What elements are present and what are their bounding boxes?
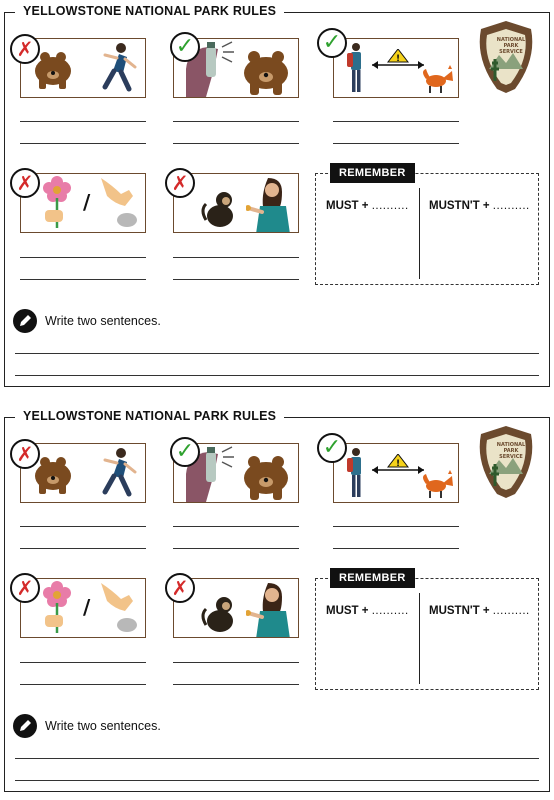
instruction-text: Write two sentences.	[45, 719, 161, 733]
cross-mark-icon: ✗	[10, 439, 40, 469]
answer-line[interactable]	[173, 526, 299, 527]
fox-icon	[422, 466, 456, 500]
flower-icon	[37, 579, 77, 637]
answer-line[interactable]	[333, 143, 459, 144]
warning-icon	[368, 454, 428, 484]
remember-label: REMEMBER	[330, 163, 415, 183]
worksheet-copy-2	[4, 409, 550, 792]
hand-rock-icon	[99, 176, 141, 232]
answer-line[interactable]	[20, 279, 146, 280]
column-divider	[419, 188, 420, 279]
answer-line[interactable]	[333, 121, 459, 122]
worksheet-title: YELLOWSTONE NATIONAL PARK RULES	[15, 4, 284, 18]
answer-line[interactable]	[173, 662, 299, 663]
svg-text:NATIONAL: NATIONAL	[496, 442, 526, 448]
cross-mark-icon: ✗	[10, 573, 40, 603]
answer-line[interactable]	[20, 143, 146, 144]
fox-icon	[422, 61, 456, 95]
monkey-icon	[200, 186, 242, 232]
warning-icon	[368, 49, 428, 79]
running-person-icon	[99, 41, 139, 97]
woman-feeding-icon	[246, 581, 296, 638]
answer-line[interactable]	[173, 279, 299, 280]
mustnt-column	[429, 200, 530, 212]
must-label: MUST +	[326, 605, 369, 617]
sentence-line[interactable]	[15, 353, 539, 354]
worksheet-title: YELLOWSTONE NATIONAL PARK RULES	[15, 409, 284, 423]
check-mark-icon: ✓	[317, 28, 347, 58]
svg-text:PARK: PARK	[503, 448, 519, 454]
or-slash: /	[83, 595, 91, 619]
answer-line[interactable]	[20, 526, 146, 527]
sentence-line[interactable]	[15, 375, 539, 376]
answer-line[interactable]	[333, 526, 459, 527]
bear-icon	[240, 39, 296, 98]
worksheet-copy-1	[4, 4, 550, 387]
bear-icon	[240, 444, 296, 503]
writing-instruction	[13, 309, 161, 333]
answer-line[interactable]	[20, 684, 146, 685]
monkey-icon	[200, 591, 242, 637]
svg-text:NATIONAL: NATIONAL	[496, 37, 526, 43]
instruction-text: Write two sentences.	[45, 314, 161, 328]
mustnt-blank[interactable]: ..........	[492, 605, 530, 617]
mustnt-blank[interactable]: ..........	[492, 200, 530, 212]
column-divider	[419, 593, 420, 684]
must-blank[interactable]: ..........	[371, 605, 409, 617]
check-mark-icon: ✓	[317, 433, 347, 463]
must-column	[326, 605, 409, 617]
check-mark-icon: ✓	[170, 32, 200, 62]
rule-card-keep-distance	[333, 443, 459, 503]
check-mark-icon: ✓	[170, 437, 200, 467]
flower-icon	[37, 174, 77, 232]
cross-mark-icon: ✗	[10, 34, 40, 64]
answer-line[interactable]	[20, 121, 146, 122]
remember-box	[315, 572, 539, 690]
svg-text:SERVICE: SERVICE	[499, 49, 523, 55]
answer-line[interactable]	[333, 548, 459, 549]
nps-arrowhead-icon	[475, 19, 537, 95]
remember-label: REMEMBER	[330, 568, 415, 588]
hiker-icon	[344, 446, 368, 502]
pencil-icon	[13, 309, 37, 333]
answer-line[interactable]	[173, 548, 299, 549]
answer-line[interactable]	[173, 121, 299, 122]
svg-text:!: !	[395, 54, 401, 64]
mustnt-label: MUSTN'T +	[429, 200, 490, 212]
svg-text:SERVICE: SERVICE	[499, 454, 523, 460]
rule-card-keep-distance	[333, 38, 459, 98]
pencil-icon	[13, 714, 37, 738]
cross-mark-icon: ✗	[165, 168, 195, 198]
answer-line[interactable]	[173, 257, 299, 258]
answer-line[interactable]	[20, 257, 146, 258]
answer-line[interactable]	[20, 662, 146, 663]
answer-line[interactable]	[173, 684, 299, 685]
hiker-icon	[344, 41, 368, 97]
sentence-line[interactable]	[15, 758, 539, 759]
svg-text:PARK: PARK	[503, 43, 519, 49]
must-label: MUST +	[326, 200, 369, 212]
answer-line[interactable]	[20, 548, 146, 549]
or-slash: /	[83, 190, 91, 214]
nps-arrowhead-icon	[475, 424, 537, 500]
must-blank[interactable]: ..........	[371, 200, 409, 212]
writing-instruction	[13, 714, 161, 738]
mustnt-column	[429, 605, 530, 617]
running-person-icon	[99, 446, 139, 502]
answer-line[interactable]	[173, 143, 299, 144]
hand-rock-icon	[99, 581, 141, 637]
cross-mark-icon: ✗	[10, 168, 40, 198]
must-column	[326, 200, 409, 212]
mustnt-label: MUSTN'T +	[429, 605, 490, 617]
svg-text:!: !	[395, 459, 401, 469]
cross-mark-icon: ✗	[165, 573, 195, 603]
woman-feeding-icon	[246, 176, 296, 233]
remember-box	[315, 167, 539, 285]
sentence-line[interactable]	[15, 780, 539, 781]
